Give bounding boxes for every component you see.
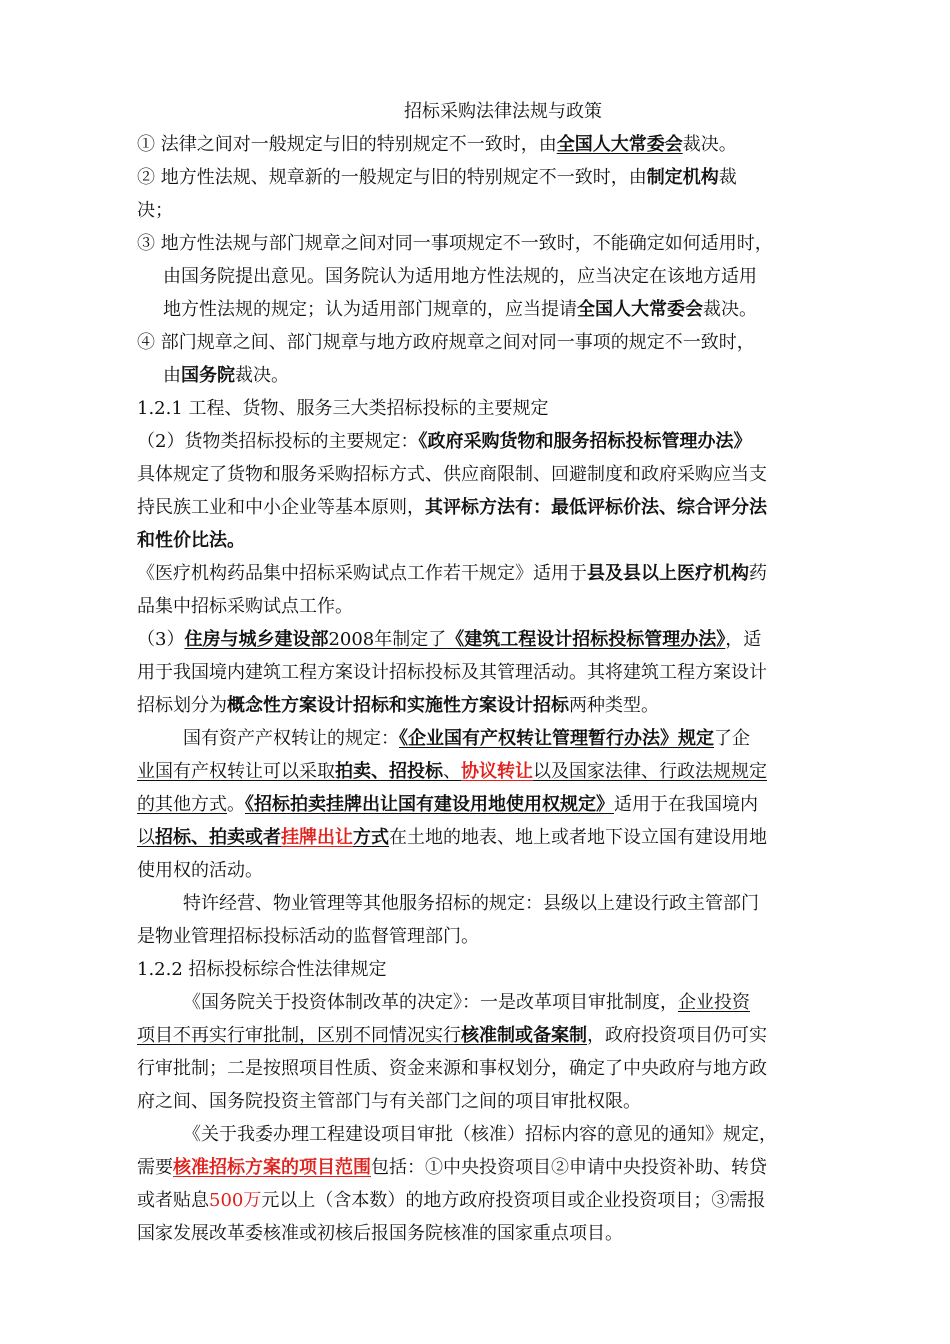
text-run: 裁决。 (703, 299, 757, 320)
text-run: 2008年制定了 (328, 629, 447, 650)
text-run: ② 地方性法规、规章新的一般规定与旧的特别规定不一致时，由 (137, 167, 647, 188)
text-run: 国务院 (181, 365, 235, 386)
text-run: 包括：①中央投资项目②申请中央投资补助、转贷 (371, 1157, 767, 1178)
text-line (137, 1057, 767, 1081)
text-line (137, 958, 387, 982)
text-run: 。 (227, 794, 245, 815)
text-line (137, 694, 659, 718)
text-run: 元以上（含本数）的地方政府投资项目或企业投资项目；③需报 (261, 1190, 766, 1211)
text-run: 了企 (714, 728, 750, 749)
text-run: 决； (137, 200, 173, 221)
text-run: 和性价比法。 (137, 530, 245, 551)
text-line (137, 661, 767, 685)
text-run: 由国务院提出意见。国务院认为适用地方性法规的，应当决定在该地方适用 (163, 266, 757, 287)
text-line (163, 265, 757, 289)
text-run: 《医疗机构药品集中招标采购试点工作若干规定》适用于 (137, 563, 587, 584)
text-run: 用于我国境内建筑工程方案设计招标投标及其管理活动。其将建筑工程方案设计 (137, 662, 767, 683)
text-line (137, 199, 173, 223)
text-run: 住房与城乡建设部 (184, 629, 329, 650)
text-run: 协议转让 (461, 761, 533, 782)
text-run: 方式 (353, 827, 389, 848)
text-run: 特许经营、物业管理等其他服务招标的规定：县级以上建设行政主管部门 (183, 893, 759, 914)
text-run: 使用权的活动。 (137, 860, 263, 881)
text-line (183, 892, 759, 916)
text-run: 500万 (209, 1190, 262, 1211)
text-line (183, 991, 750, 1015)
text-run: 裁 (718, 167, 737, 188)
text-line (137, 859, 263, 883)
text-run: ① 法律之间对一般规定与旧的特别规定不一致时，由 (137, 134, 557, 155)
text-run: 是物业管理招标投标活动的监督管理部门。 (137, 926, 479, 947)
text-run: 项目不再实行审批制，区别不同情况实行 (137, 1025, 461, 1046)
text-line (137, 133, 737, 157)
text-line (163, 298, 757, 322)
text-run: 地方性法规的规定；认为适用部门规章的，应当提请 (163, 299, 577, 320)
text-run: 需要 (137, 1157, 173, 1178)
text-run: 在土地的地表、地上或者地下设立国有建设用地 (389, 827, 767, 848)
text-line (163, 364, 289, 388)
text-run: 核准招标方案的项目范围 (173, 1157, 371, 1178)
text-line (137, 1090, 641, 1114)
text-line (137, 529, 245, 553)
text-line (137, 232, 773, 256)
text-run: 《关于我委办理工程建设项目审批（核准）招标内容的意见的通知》规定， (183, 1124, 777, 1145)
text-run: 企业投资 (678, 992, 750, 1013)
text-line (137, 628, 761, 652)
text-run: 《招标拍卖挂牌出让国有建设用地使用权规定》 (245, 794, 614, 815)
text-line (137, 430, 751, 454)
text-run: 《建筑工程设计招标投标管理办法》 (446, 629, 726, 650)
text-line (137, 925, 479, 949)
text-run: 《政府采购货物和服务招标投标管理办法》 (418, 431, 752, 452)
text-run: 全国人大常委会 (556, 134, 683, 155)
text-run: 以 (137, 827, 155, 848)
text-run: 1.2.1 工程、货物、服务三大类招标投标的主要规定 (137, 398, 549, 419)
text-line (137, 1189, 765, 1213)
text-line (137, 595, 353, 619)
text-run: 国有资产产权转让的规定： (183, 728, 399, 749)
text-run: 1.2.2 招标投标综合性法律规定 (137, 959, 387, 980)
text-run: 县及县以上医疗机构 (587, 563, 749, 584)
text-run: 制定机构 (646, 167, 719, 188)
text-line (137, 1222, 623, 1246)
text-run: 持民族工业和中小企业等基本原则， (137, 497, 425, 518)
text-run: 招标、拍卖或者 (155, 827, 281, 848)
text-run: 全国人大常委会 (577, 299, 703, 320)
text-run: 概念性方案设计招标和实施性方案设计招标 (227, 695, 569, 716)
text-run: 《国务院关于投资体制改革的决定》：一是改革项目审批制度， (183, 992, 678, 1013)
text-line (137, 793, 758, 817)
text-run: 的其他方式 (137, 794, 227, 815)
text-line (137, 397, 549, 421)
text-run: （2）货物类招标投标的主要规定： (137, 431, 419, 452)
text-run: ③ 地方性法规与部门规章之间对同一事项规定不一致时，不能确定如何适用时， (137, 233, 773, 254)
text-run: 挂牌出让 (281, 827, 353, 848)
text-line (137, 496, 767, 520)
text-run: 由 (163, 365, 181, 386)
text-line (137, 166, 737, 190)
text-run: 以及国家法律、行政法规规定 (533, 761, 767, 782)
text-line (137, 1024, 767, 1048)
text-run: 招标划分为 (137, 695, 227, 716)
text-run: ，政府投资项目仍可实 (587, 1025, 767, 1046)
text-run: （3） (137, 629, 185, 650)
text-run: 或者贴息 (137, 1190, 209, 1211)
text-run: 裁决。 (682, 134, 737, 155)
text-run: ④ 部门规章之间、部门规章与地方政府规章之间对同一事项的规定不一致时， (137, 332, 755, 353)
text-run: 府之间、国务院投资主管部门与有关部门之间的项目审批权限。 (137, 1091, 641, 1112)
text-run: 其评标方法有：最低评标价法、综合评分法 (425, 497, 767, 518)
text-run: 药 (749, 563, 767, 584)
text-line (183, 1123, 777, 1147)
text-run: 两种类型。 (569, 695, 659, 716)
text-run: 国家发展改革委核准或初核后报国务院核准的国家重点项目。 (137, 1223, 623, 1244)
text-run: 核准制或备案制 (461, 1025, 587, 1046)
document-title: 招标采购法律法规与政策 (404, 101, 602, 122)
text-line (137, 562, 767, 586)
text-run: ，适 (725, 629, 762, 650)
text-run: 业国有产权转让可以采取 (137, 761, 335, 782)
text-line (183, 727, 750, 751)
text-run: 拍卖、招投标 (335, 761, 443, 782)
text-line (137, 1156, 767, 1180)
text-run: 品集中招标采购试点工作。 (137, 596, 353, 617)
text-run: 《企业国有产权转让管理暂行办法》规定 (399, 728, 714, 749)
text-line (137, 331, 755, 355)
text-run: 行审批制；二是按照项目性质、资金来源和事权划分，确定了中央政府与地方政 (137, 1058, 767, 1079)
text-run: 具体规定了货物和服务采购招标方式、供应商限制、回避制度和政府采购应当支 (137, 464, 767, 485)
text-run: 适用于在我国境内 (614, 794, 758, 815)
text-line (137, 826, 767, 850)
text-line (137, 760, 767, 784)
text-run: 裁决。 (235, 365, 289, 386)
text-run: 、 (443, 761, 461, 782)
text-line (137, 463, 767, 487)
